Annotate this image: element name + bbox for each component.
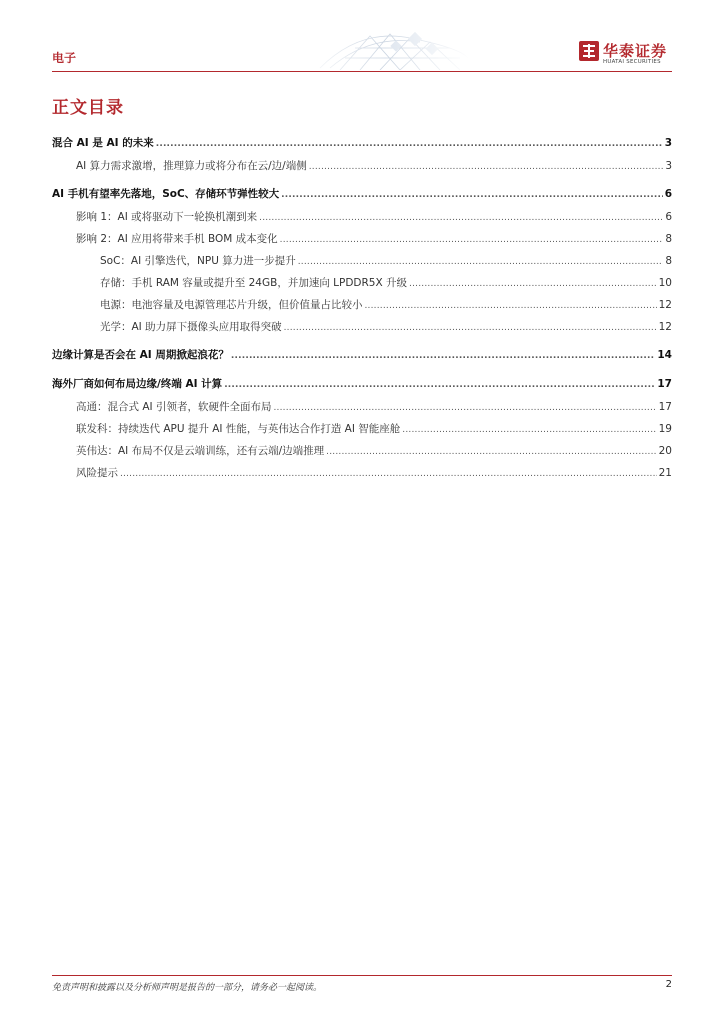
toc-entry[interactable]	[100, 296, 672, 314]
toc-leader-dots	[280, 231, 664, 249]
toc-entry-page: 19	[658, 423, 672, 435]
huatai-logo-icon	[578, 40, 600, 62]
toc-entry[interactable]	[100, 318, 672, 336]
toc-entry-page: 21	[658, 467, 672, 479]
toc-entry-title: 混合 AI 是 AI 的未来	[52, 137, 154, 149]
toc-entry-title: AI 手机有望率先落地，SoC、存储环节弹性较大	[52, 188, 280, 200]
toc-entry-page: 8	[665, 233, 672, 245]
toc-leader-dots	[402, 421, 656, 439]
toc-entry-page: 20	[658, 445, 672, 457]
toc-entry-title: 风险提示	[76, 467, 118, 479]
header-decoration-graphic	[300, 28, 470, 70]
footer-divider	[52, 975, 672, 976]
toc-entry[interactable]	[52, 346, 672, 364]
toc-entry-title: 英伟达：AI 布局不仅是云端训练，还有云端/边端推理	[76, 445, 325, 457]
toc-entry-title: 电源：电池容量及电源管理芯片升级，但价值量占比较小	[100, 299, 363, 311]
toc-entry-title: 高通：混合式 AI 引领者，软硬件全面布局	[76, 401, 272, 413]
toc-entry[interactable]	[76, 464, 672, 482]
toc-entry-page: 14	[657, 349, 672, 361]
toc-entry-page: 6	[665, 211, 672, 223]
toc-entry-page: 10	[658, 277, 672, 289]
toc-entry[interactable]	[52, 134, 672, 152]
toc-entry[interactable]	[100, 274, 672, 292]
toc-entry-page: 6	[664, 188, 672, 200]
toc-leader-dots	[284, 319, 657, 337]
toc-entry-title: 光学：AI 助力屏下摄像头应用取得突破	[100, 321, 282, 333]
toc-entry-title: 存储：手机 RAM 容量或提升至 24GB，并加速向 LPDDR5X 升级	[100, 277, 408, 289]
toc-entry[interactable]	[76, 398, 672, 416]
toc-title: 正文目录	[52, 98, 124, 118]
toc-entry-title: SoC：AI 引擎迭代，NPU 算力进一步提升	[100, 255, 296, 267]
toc-entry[interactable]	[52, 375, 672, 393]
toc-leader-dots	[309, 158, 664, 176]
toc-leader-dots	[273, 399, 656, 417]
toc-entry[interactable]	[76, 157, 672, 175]
toc-entry[interactable]	[76, 420, 672, 438]
toc-leader-dots	[156, 135, 663, 153]
toc-entry-page: 8	[665, 255, 672, 267]
toc-entry-title: 影响 2：AI 应用将带来手机 BOM 成本变化	[76, 233, 278, 245]
toc-entry-page: 17	[658, 401, 672, 413]
page-number: 2	[665, 979, 672, 990]
page-header	[0, 0, 724, 72]
toc-entry[interactable]	[76, 442, 672, 460]
toc-entry-page: 12	[658, 299, 672, 311]
huatai-logo	[578, 38, 678, 68]
toc-entry-title: 影响 1：AI 或将驱动下一轮换机潮到来	[76, 211, 258, 223]
toc-leader-dots	[224, 376, 655, 394]
toc-leader-dots	[259, 209, 663, 227]
toc-leader-dots	[231, 347, 656, 365]
toc-entry-page: 3	[664, 137, 672, 149]
toc-leader-dots	[120, 465, 657, 483]
footer-disclaimer: 免责声明和披露以及分析师声明是报告的一部分，请务必一起阅读。	[52, 983, 323, 993]
toc-leader-dots	[365, 297, 657, 315]
header-divider	[52, 71, 672, 72]
toc-leader-dots	[298, 253, 664, 271]
toc-leader-dots	[326, 443, 656, 461]
logo-name-cn: 华泰证券	[603, 42, 668, 60]
logo-name-en: HUATAI SECURITIES	[603, 59, 661, 65]
toc-leader-dots	[409, 275, 657, 293]
toc-entry[interactable]	[52, 185, 672, 203]
toc-entry-page: 17	[657, 378, 672, 390]
toc-leader-dots	[281, 186, 663, 204]
toc-entry-title: AI 算力需求激增，推理算力或将分布在云/边/端侧	[76, 160, 307, 172]
toc-entry-title: 联发科：持续迭代 APU 提升 AI 性能，与英伟达合作打造 AI 智能座舱	[76, 423, 401, 435]
toc-entry[interactable]	[76, 208, 672, 226]
toc-entry[interactable]	[76, 230, 672, 248]
toc-entry[interactable]	[100, 252, 672, 270]
section-label: 电子	[52, 51, 77, 65]
toc-entry-page: 12	[658, 321, 672, 333]
toc-entry-title: 海外厂商如何布局边缘/终端 AI 计算	[52, 378, 223, 390]
toc-entry-title: 边缘计算是否会在 AI 周期掀起浪花？	[52, 349, 229, 361]
toc-entry-page: 3	[665, 160, 672, 172]
